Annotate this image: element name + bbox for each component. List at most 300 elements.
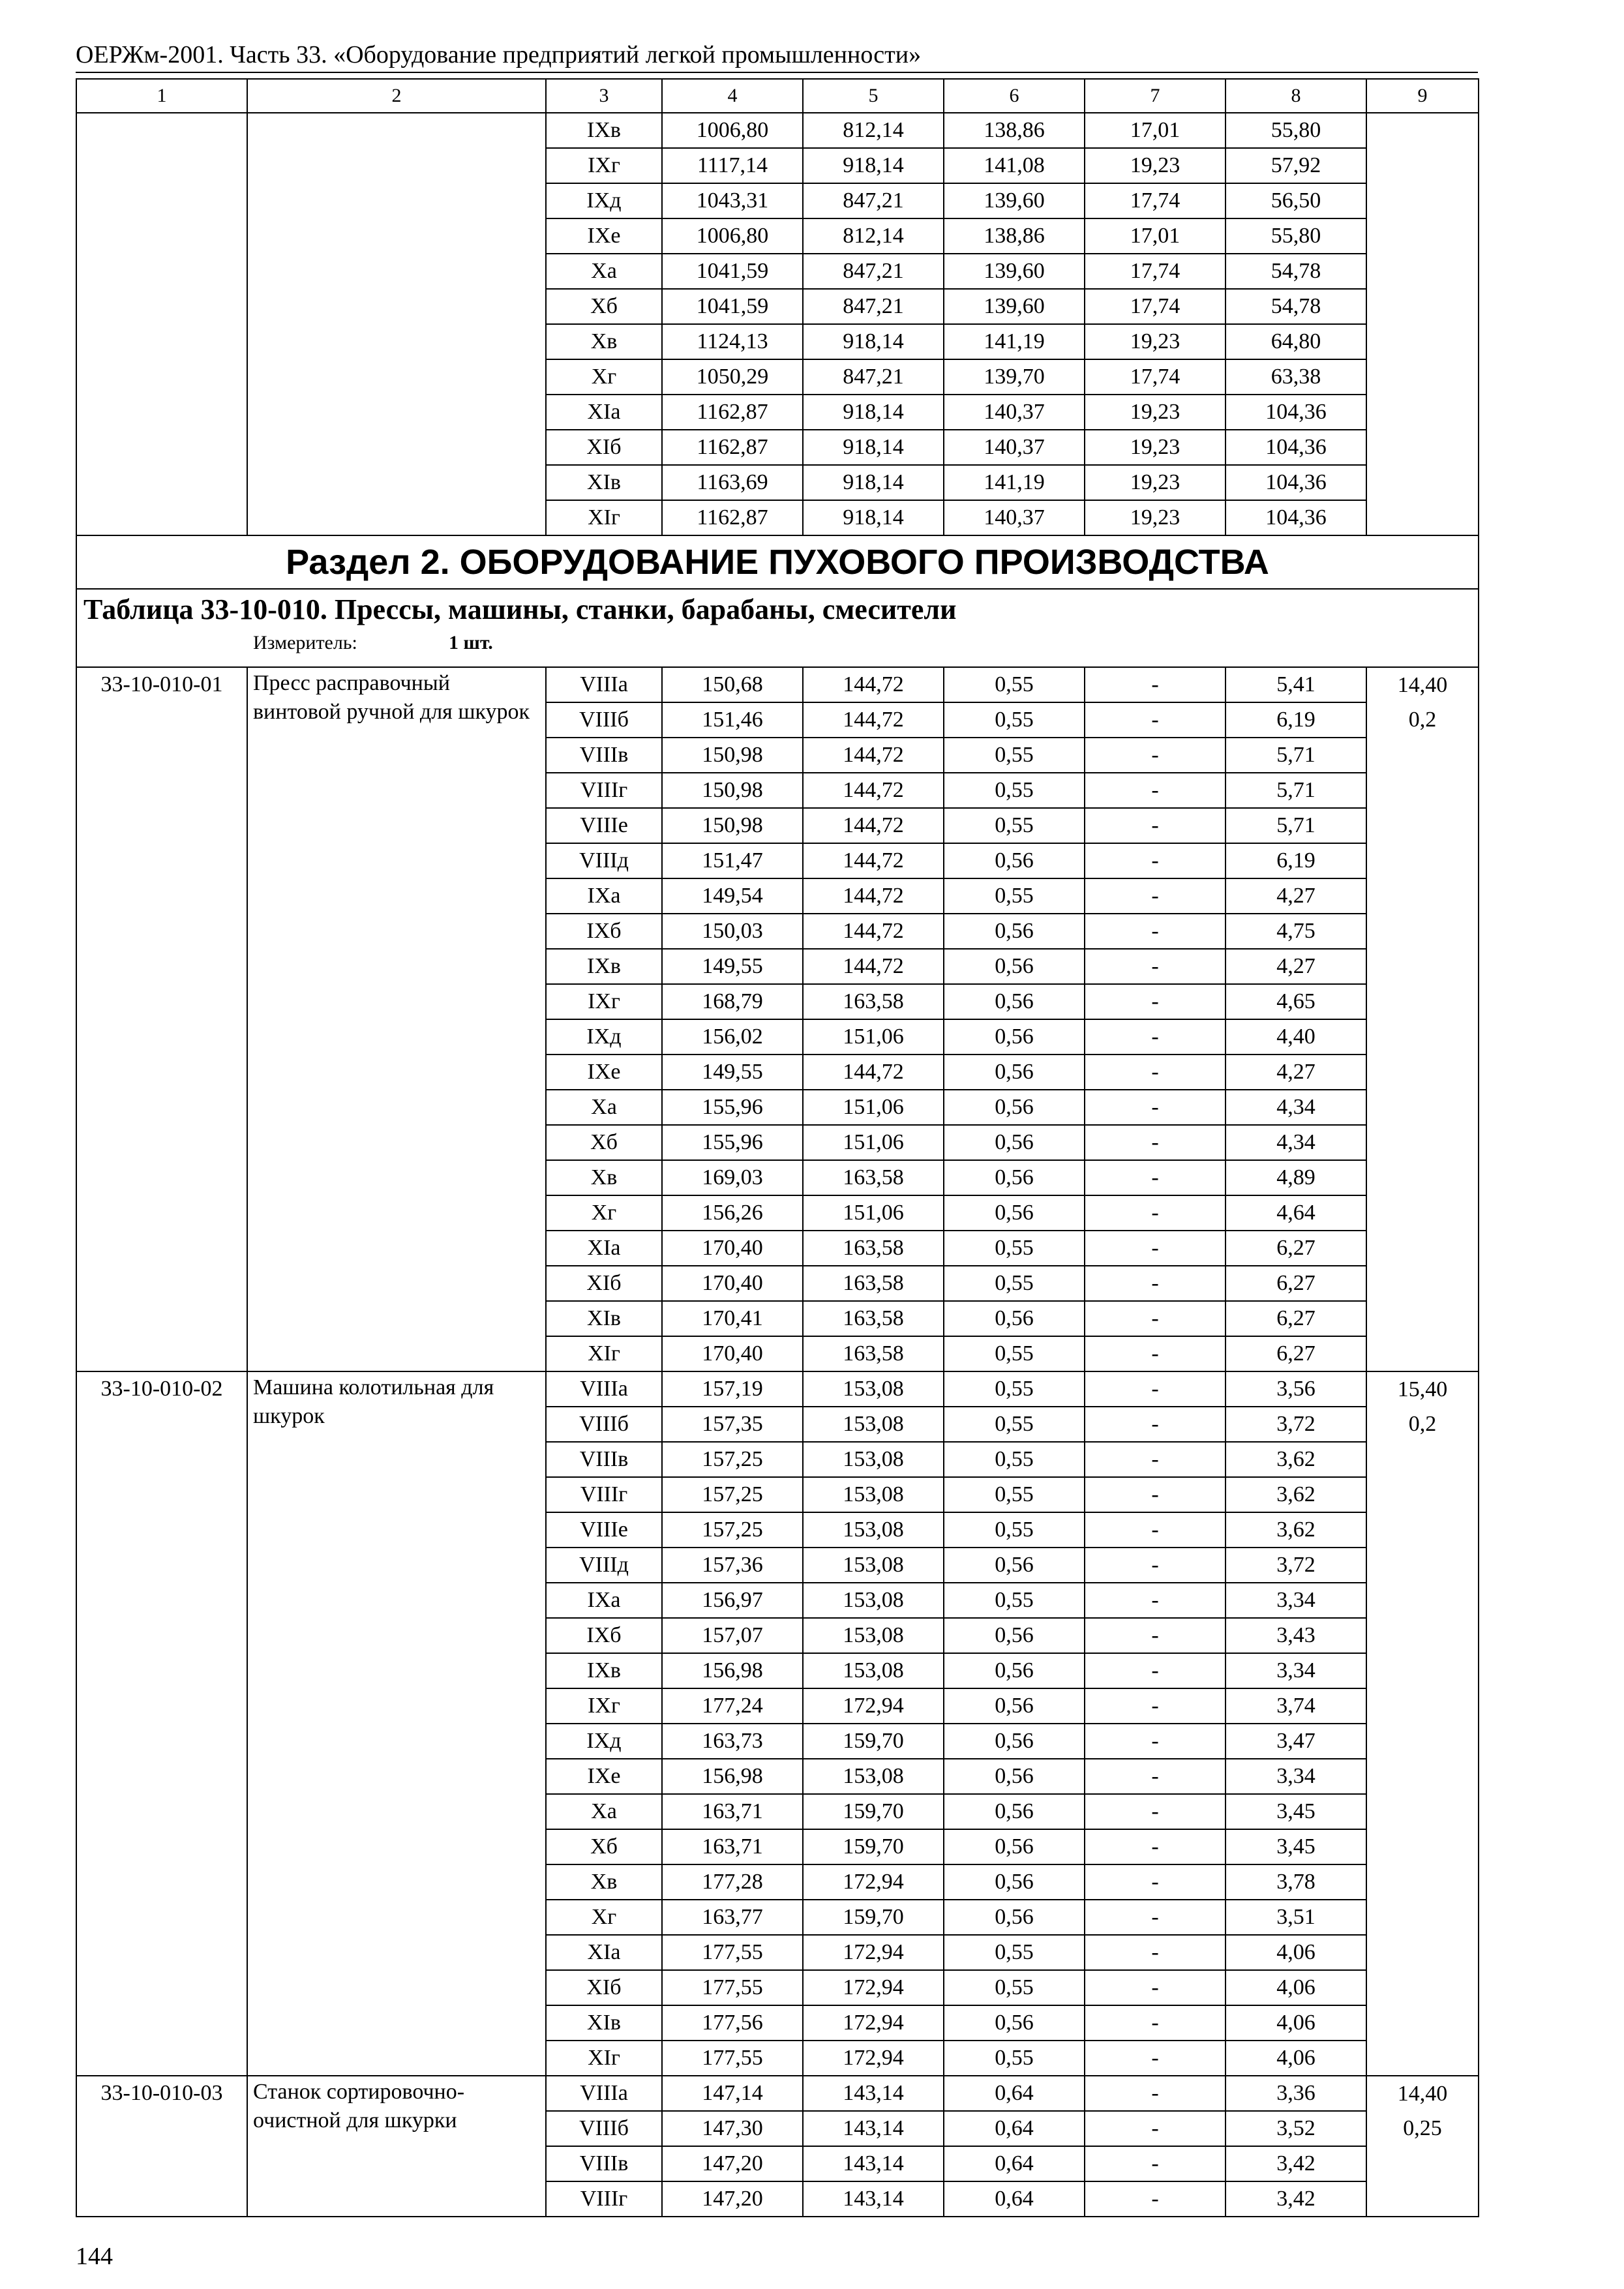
materials-cell: 4,06 [1226, 1970, 1366, 2005]
climate-zone-cell: VIIIе [546, 1512, 662, 1548]
climate-zone-cell: VIIIа [546, 2076, 662, 2111]
climate-zone-cell: XIа [546, 1935, 662, 1970]
total-cost-cell: 177,24 [662, 1688, 803, 1724]
labor-cost-cell: 153,08 [803, 1759, 944, 1794]
total-cost-cell: 157,36 [662, 1548, 803, 1583]
total-cost-cell: 177,55 [662, 2041, 803, 2076]
climate-zone-cell: VIIIа [546, 1371, 662, 1407]
materials-cell: 5,71 [1226, 808, 1366, 843]
total-cost-cell: 163,71 [662, 1829, 803, 1864]
equipment-weight-cell [1366, 1231, 1479, 1266]
total-cost-cell: 177,55 [662, 1970, 803, 2005]
machine-cost-cell: 0,56 [944, 1618, 1085, 1653]
labor-cost-cell: 144,72 [803, 667, 944, 702]
page-number: 144 [76, 2243, 113, 2270]
labor-cost-cell: 172,94 [803, 1970, 944, 2005]
climate-zone-cell: VIIIг [546, 1477, 662, 1512]
equipment-weight-cell [1366, 1125, 1479, 1160]
machine-cost-cell: 0,56 [944, 1160, 1085, 1195]
materials-cell: 104,36 [1226, 465, 1366, 500]
materials-cell: 64,80 [1226, 324, 1366, 359]
column-number: 7 [1085, 79, 1226, 113]
machinist-wage-cell: 17,01 [1085, 113, 1226, 148]
item-name: Пресс расправочный винтовой ручной для шкурок [247, 667, 546, 1371]
machine-cost-cell: 0,55 [944, 1407, 1085, 1442]
equipment-weight-cell [1366, 949, 1479, 984]
climate-zone-cell: VIIIв [546, 2146, 662, 2181]
machinist-wage-cell: - [1085, 1336, 1226, 1371]
materials-cell: 5,41 [1226, 667, 1366, 702]
climate-zone-cell: IXв [546, 949, 662, 984]
labor-cost-cell: 847,21 [803, 289, 944, 324]
machine-cost-cell: 0,64 [944, 2181, 1085, 2217]
equipment-weight-cell [1366, 1301, 1479, 1336]
machine-cost-cell: 140,37 [944, 395, 1085, 430]
materials-cell: 55,80 [1226, 218, 1366, 254]
total-cost-cell: 149,54 [662, 878, 803, 914]
materials-cell: 4,27 [1226, 878, 1366, 914]
climate-zone-cell: VIIIв [546, 1442, 662, 1477]
materials-cell: 3,72 [1226, 1548, 1366, 1583]
total-cost-cell: 155,96 [662, 1090, 803, 1125]
machinist-wage-cell: - [1085, 1231, 1226, 1266]
labor-cost-cell: 847,21 [803, 183, 944, 218]
machinist-wage-cell: - [1085, 1442, 1226, 1477]
climate-zone-cell: VIIIг [546, 773, 662, 808]
machinist-wage-cell: - [1085, 1055, 1226, 1090]
machinist-wage-cell: - [1085, 808, 1226, 843]
column-number: 1 [76, 79, 247, 113]
equipment-weight-cell [1366, 1055, 1479, 1090]
machine-cost-cell: 0,56 [944, 914, 1085, 949]
total-cost-cell: 1050,29 [662, 359, 803, 395]
equipment-weight-cell [1366, 1266, 1479, 1301]
machinist-wage-cell: 17,74 [1085, 254, 1226, 289]
labor-cost-cell: 153,08 [803, 1477, 944, 1512]
machinist-wage-cell: - [1085, 984, 1226, 1019]
climate-zone-cell: IXв [546, 1653, 662, 1688]
total-cost-cell: 147,20 [662, 2146, 803, 2181]
total-cost-cell: 1117,14 [662, 148, 803, 183]
column-number: 4 [662, 79, 803, 113]
materials-cell: 6,19 [1226, 702, 1366, 738]
machine-cost-cell: 139,70 [944, 359, 1085, 395]
total-cost-cell: 157,35 [662, 1407, 803, 1442]
materials-cell: 4,06 [1226, 2005, 1366, 2041]
labor-cost-cell: 812,14 [803, 218, 944, 254]
machine-cost-cell: 0,64 [944, 2146, 1085, 2181]
machinist-wage-cell: - [1085, 1512, 1226, 1548]
climate-zone-cell: Xг [546, 1195, 662, 1231]
machinist-wage-cell: - [1085, 2076, 1226, 2111]
climate-zone-cell: VIIIд [546, 843, 662, 878]
labor-cost-cell: 172,94 [803, 1688, 944, 1724]
total-cost-cell: 163,73 [662, 1724, 803, 1759]
section-title: Раздел 2. ОБОРУДОВАНИЕ ПУХОВОГО ПРОИЗВОДСТВА [76, 535, 1479, 589]
column-number: 5 [803, 79, 944, 113]
labor-cost-cell: 153,08 [803, 1407, 944, 1442]
equipment-weight-cell [1366, 1442, 1479, 1477]
materials-cell: 3,34 [1226, 1583, 1366, 1618]
equipment-weight-cell [1366, 1724, 1479, 1759]
materials-cell: 56,50 [1226, 183, 1366, 218]
section-title-row [76, 535, 1479, 589]
labor-cost-cell: 144,72 [803, 773, 944, 808]
climate-zone-cell: Xб [546, 1829, 662, 1864]
machinist-wage-cell: - [1085, 878, 1226, 914]
total-cost-cell: 156,98 [662, 1759, 803, 1794]
machine-cost-cell: 0,56 [944, 1900, 1085, 1935]
machine-cost-cell: 0,55 [944, 1336, 1085, 1371]
materials-cell: 54,78 [1226, 289, 1366, 324]
climate-zone-cell: IXа [546, 878, 662, 914]
labor-cost-cell: 143,14 [803, 2181, 944, 2217]
climate-zone-cell: XIг [546, 1336, 662, 1371]
labor-cost-cell: 143,14 [803, 2111, 944, 2146]
total-cost-cell: 147,20 [662, 2181, 803, 2217]
climate-zone-cell: XIа [546, 395, 662, 430]
machinist-wage-cell: 17,74 [1085, 359, 1226, 395]
labor-cost-cell: 144,72 [803, 949, 944, 984]
machine-cost-cell: 0,55 [944, 1583, 1085, 1618]
machine-cost-cell: 0,56 [944, 984, 1085, 1019]
machine-cost-cell: 0,56 [944, 1864, 1085, 1900]
equipment-weight-cell: 14,40 [1366, 2076, 1479, 2111]
machinist-wage-cell: - [1085, 1618, 1226, 1653]
column-number: 2 [247, 79, 546, 113]
table-row [76, 1371, 1479, 1407]
total-cost-cell: 1006,80 [662, 218, 803, 254]
machinist-wage-cell: - [1085, 1090, 1226, 1125]
labor-cost-cell: 153,08 [803, 1548, 944, 1583]
materials-cell: 3,47 [1226, 1724, 1366, 1759]
machinist-wage-cell: - [1085, 702, 1226, 738]
materials-cell: 3,62 [1226, 1477, 1366, 1512]
machine-cost-cell: 0,64 [944, 2076, 1085, 2111]
labor-cost-cell: 153,08 [803, 1371, 944, 1407]
materials-cell: 4,06 [1226, 1935, 1366, 1970]
table-title-row [76, 589, 1479, 667]
climate-zone-cell: XIа [546, 1231, 662, 1266]
labor-cost-cell: 143,14 [803, 2146, 944, 2181]
machine-cost-cell: 0,56 [944, 1688, 1085, 1724]
materials-cell: 4,34 [1226, 1125, 1366, 1160]
machinist-wage-cell: 19,23 [1085, 395, 1226, 430]
materials-cell: 63,38 [1226, 359, 1366, 395]
total-cost-cell: 147,30 [662, 2111, 803, 2146]
labor-cost-cell: 918,14 [803, 430, 944, 465]
machine-cost-cell: 0,55 [944, 1512, 1085, 1548]
equipment-weight-cell [1366, 1160, 1479, 1195]
total-cost-cell: 156,26 [662, 1195, 803, 1231]
climate-zone-cell: Xг [546, 1900, 662, 1935]
machinist-wage-cell: - [1085, 1970, 1226, 2005]
materials-cell: 3,45 [1226, 1829, 1366, 1864]
labor-cost-cell: 172,94 [803, 2005, 944, 2041]
machine-cost-cell: 0,56 [944, 1195, 1085, 1231]
climate-zone-cell: IXв [546, 113, 662, 148]
machinist-wage-cell: 19,23 [1085, 148, 1226, 183]
climate-zone-cell: VIIIб [546, 702, 662, 738]
labor-cost-cell: 153,08 [803, 1512, 944, 1548]
machinist-wage-cell: - [1085, 1688, 1226, 1724]
labor-cost-cell: 172,94 [803, 1935, 944, 1970]
climate-zone-cell: VIIIа [546, 667, 662, 702]
machinist-wage-cell: - [1085, 773, 1226, 808]
equipment-weight-cell [1366, 2181, 1479, 2217]
labor-cost-cell: 163,58 [803, 1336, 944, 1371]
total-cost-cell: 1041,59 [662, 289, 803, 324]
climate-zone-cell: XIв [546, 1301, 662, 1336]
labor-cost-cell: 144,72 [803, 808, 944, 843]
measure-value: 1 шт. [449, 632, 493, 653]
machinist-wage-cell: - [1085, 1266, 1226, 1301]
total-cost-cell: 157,19 [662, 1371, 803, 1407]
labor-cost-cell: 172,94 [803, 2041, 944, 2076]
equipment-weight-cell [1366, 1829, 1479, 1864]
machine-cost-cell: 0,56 [944, 1019, 1085, 1055]
labor-cost-cell: 172,94 [803, 1864, 944, 1900]
labor-cost-cell: 144,72 [803, 843, 944, 878]
climate-zone-cell: IXг [546, 984, 662, 1019]
machine-cost-cell: 0,56 [944, 1090, 1085, 1125]
machine-cost-cell: 0,55 [944, 1970, 1085, 2005]
machinist-wage-cell: - [1085, 1301, 1226, 1336]
page-header: ОЕРЖм-2001. Часть 33. «Оборудование предприятий легкой промышленности» [76, 41, 922, 68]
climate-zone-cell: IXб [546, 1618, 662, 1653]
rates-table [76, 78, 1479, 2217]
measure-label: Измеритель: [253, 632, 357, 653]
machinist-wage-cell: - [1085, 949, 1226, 984]
machinist-wage-cell: - [1085, 1125, 1226, 1160]
labor-cost-cell: 163,58 [803, 1231, 944, 1266]
total-cost-cell: 170,40 [662, 1336, 803, 1371]
machine-cost-cell: 0,55 [944, 738, 1085, 773]
climate-zone-cell: XIв [546, 465, 662, 500]
labor-cost-cell: 144,72 [803, 738, 944, 773]
column-number: 6 [944, 79, 1085, 113]
machine-cost-cell: 0,55 [944, 1371, 1085, 1407]
climate-zone-cell: Xг [546, 359, 662, 395]
machinist-wage-cell: - [1085, 1724, 1226, 1759]
equipment-weight-cell: 15,40 [1366, 1371, 1479, 1407]
machinist-wage-cell: - [1085, 1900, 1226, 1935]
total-cost-cell: 156,02 [662, 1019, 803, 1055]
labor-cost-cell: 151,06 [803, 1090, 944, 1125]
labor-cost-cell: 143,14 [803, 2076, 944, 2111]
labor-cost-cell: 163,58 [803, 984, 944, 1019]
labor-cost-cell: 918,14 [803, 395, 944, 430]
materials-cell: 6,27 [1226, 1301, 1366, 1336]
equipment-weight-cell [1366, 1794, 1479, 1829]
total-cost-cell: 177,56 [662, 2005, 803, 2041]
equipment-weight-cell [1366, 914, 1479, 949]
total-cost-cell: 147,14 [662, 2076, 803, 2111]
machine-cost-cell: 141,19 [944, 324, 1085, 359]
climate-zone-cell: Xб [546, 289, 662, 324]
total-cost-cell: 1162,87 [662, 395, 803, 430]
total-cost-cell: 163,71 [662, 1794, 803, 1829]
materials-cell: 104,36 [1226, 500, 1366, 535]
table-title: Таблица 33-10-010. Прессы, машины, станки, барабаны, смесители [83, 593, 957, 625]
labor-cost-cell: 144,72 [803, 878, 944, 914]
labor-cost-cell: 144,72 [803, 702, 944, 738]
machine-cost-cell: 0,56 [944, 1301, 1085, 1336]
machinist-wage-cell: - [1085, 667, 1226, 702]
machinist-wage-cell: - [1085, 1935, 1226, 1970]
climate-zone-cell: Xа [546, 254, 662, 289]
machinist-wage-cell: - [1085, 2181, 1226, 2217]
labor-cost-cell: 159,70 [803, 1724, 944, 1759]
total-cost-cell: 170,40 [662, 1231, 803, 1266]
machinist-wage-cell: - [1085, 1653, 1226, 1688]
machinist-wage-cell: 19,23 [1085, 465, 1226, 500]
machine-cost-cell: 0,55 [944, 1231, 1085, 1266]
total-cost-cell: 177,28 [662, 1864, 803, 1900]
climate-zone-cell: IXд [546, 183, 662, 218]
machinist-wage-cell: - [1085, 2111, 1226, 2146]
machine-cost-cell: 141,08 [944, 148, 1085, 183]
labor-cost-cell: 151,06 [803, 1019, 944, 1055]
machinist-wage-cell: - [1085, 1864, 1226, 1900]
labor-cost-cell: 163,58 [803, 1301, 944, 1336]
machine-cost-cell: 0,55 [944, 808, 1085, 843]
machinist-wage-cell: - [1085, 1759, 1226, 1794]
machinist-wage-cell: - [1085, 2041, 1226, 2076]
equipment-weight-cell [1366, 1935, 1479, 1970]
materials-cell: 4,89 [1226, 1160, 1366, 1195]
climate-zone-cell: VIIIб [546, 2111, 662, 2146]
machinist-wage-cell: 19,23 [1085, 430, 1226, 465]
machinist-wage-cell: 17,74 [1085, 289, 1226, 324]
item-name: Станок сортировочно-очистной для шкурки [247, 2076, 546, 2217]
total-cost-cell: 150,03 [662, 914, 803, 949]
machinist-wage-cell: 17,01 [1085, 218, 1226, 254]
materials-cell: 6,27 [1226, 1336, 1366, 1371]
materials-cell: 3,56 [1226, 1371, 1366, 1407]
total-cost-cell: 156,97 [662, 1583, 803, 1618]
table-title-cell [76, 589, 1479, 667]
equipment-weight-cell [1366, 2005, 1479, 2041]
equipment-weight-cell [1366, 1970, 1479, 2005]
total-cost-cell: 1043,31 [662, 183, 803, 218]
equipment-weight-cell [1366, 1548, 1479, 1583]
climate-zone-cell: XIб [546, 1970, 662, 2005]
machinist-wage-cell: 19,23 [1085, 500, 1226, 535]
equipment-weight-cell [1366, 1195, 1479, 1231]
machine-cost-cell: 0,56 [944, 1548, 1085, 1583]
column-number: 8 [1226, 79, 1366, 113]
total-cost-cell: 170,40 [662, 1266, 803, 1301]
materials-cell: 5,71 [1226, 773, 1366, 808]
equipment-weight-cell [1366, 1618, 1479, 1653]
total-cost-cell: 1124,13 [662, 324, 803, 359]
materials-cell: 3,45 [1226, 1794, 1366, 1829]
total-cost-cell: 155,96 [662, 1125, 803, 1160]
machinist-wage-cell: - [1085, 914, 1226, 949]
total-cost-cell: 1041,59 [662, 254, 803, 289]
labor-cost-cell: 153,08 [803, 1653, 944, 1688]
materials-cell: 3,36 [1226, 2076, 1366, 2111]
total-cost-cell: 149,55 [662, 1055, 803, 1090]
machine-cost-cell: 0,55 [944, 1477, 1085, 1512]
equipment-weight-cell: 0,2 [1366, 702, 1479, 738]
labor-cost-cell: 153,08 [803, 1583, 944, 1618]
equipment-weight-cell [1366, 1900, 1479, 1935]
total-cost-cell: 157,25 [662, 1442, 803, 1477]
equipment-weight-cell [1366, 984, 1479, 1019]
equipment-weight-cell [1366, 1583, 1479, 1618]
total-cost-cell: 157,25 [662, 1477, 803, 1512]
labor-cost-cell: 847,21 [803, 359, 944, 395]
climate-zone-cell: IXе [546, 1759, 662, 1794]
materials-cell: 3,34 [1226, 1759, 1366, 1794]
code-cell-empty [76, 113, 247, 535]
climate-zone-cell: VIIIв [546, 738, 662, 773]
measure-unit [83, 626, 1471, 660]
materials-cell: 4,40 [1226, 1019, 1366, 1055]
machine-cost-cell: 140,37 [944, 500, 1085, 535]
materials-cell: 3,62 [1226, 1442, 1366, 1477]
total-cost-cell: 150,98 [662, 738, 803, 773]
equipment-weight-cell [1366, 2146, 1479, 2181]
labor-cost-cell: 159,70 [803, 1900, 944, 1935]
column-number-row [76, 79, 1479, 113]
climate-zone-cell: XIв [546, 2005, 662, 2041]
item-code: 33-10-010-03 [76, 2076, 247, 2217]
labor-cost-cell: 144,72 [803, 914, 944, 949]
materials-cell: 6,19 [1226, 843, 1366, 878]
materials-cell: 4,65 [1226, 984, 1366, 1019]
climate-zone-cell: IXг [546, 1688, 662, 1724]
total-cost-cell: 150,98 [662, 808, 803, 843]
column-number: 3 [546, 79, 662, 113]
climate-zone-cell: VIIIд [546, 1548, 662, 1583]
machinist-wage-cell: - [1085, 1548, 1226, 1583]
labor-cost-cell: 153,08 [803, 1618, 944, 1653]
machine-cost-cell: 0,55 [944, 1935, 1085, 1970]
machine-cost-cell: 0,56 [944, 2005, 1085, 2041]
materials-cell: 6,27 [1226, 1266, 1366, 1301]
equipment-weight-cell [1366, 1512, 1479, 1548]
climate-zone-cell: Xв [546, 324, 662, 359]
materials-cell: 6,27 [1226, 1231, 1366, 1266]
labor-cost-cell: 153,08 [803, 1442, 944, 1477]
equipment-weight-cell [1366, 1477, 1479, 1512]
equipment-weight-cell: 0,25 [1366, 2111, 1479, 2146]
machinist-wage-cell: - [1085, 1477, 1226, 1512]
machine-cost-cell: 0,55 [944, 1442, 1085, 1477]
machine-cost-cell: 0,55 [944, 773, 1085, 808]
total-cost-cell: 1162,87 [662, 430, 803, 465]
machine-cost-cell: 0,64 [944, 2111, 1085, 2146]
machine-cost-cell: 138,86 [944, 218, 1085, 254]
climate-zone-cell: IXг [546, 148, 662, 183]
materials-cell: 3,51 [1226, 1900, 1366, 1935]
materials-cell: 4,06 [1226, 2041, 1366, 2076]
labor-cost-cell: 144,72 [803, 1055, 944, 1090]
total-cost-cell: 150,98 [662, 773, 803, 808]
climate-zone-cell: IXд [546, 1724, 662, 1759]
climate-zone-cell: XIг [546, 2041, 662, 2076]
materials-cell: 3,52 [1226, 2111, 1366, 2146]
table-row [76, 113, 1479, 148]
materials-cell: 104,36 [1226, 430, 1366, 465]
header-rule [76, 72, 1478, 73]
climate-zone-cell: Xа [546, 1794, 662, 1829]
equipment-weight-cell [1366, 1653, 1479, 1688]
total-cost-cell: 150,68 [662, 667, 803, 702]
